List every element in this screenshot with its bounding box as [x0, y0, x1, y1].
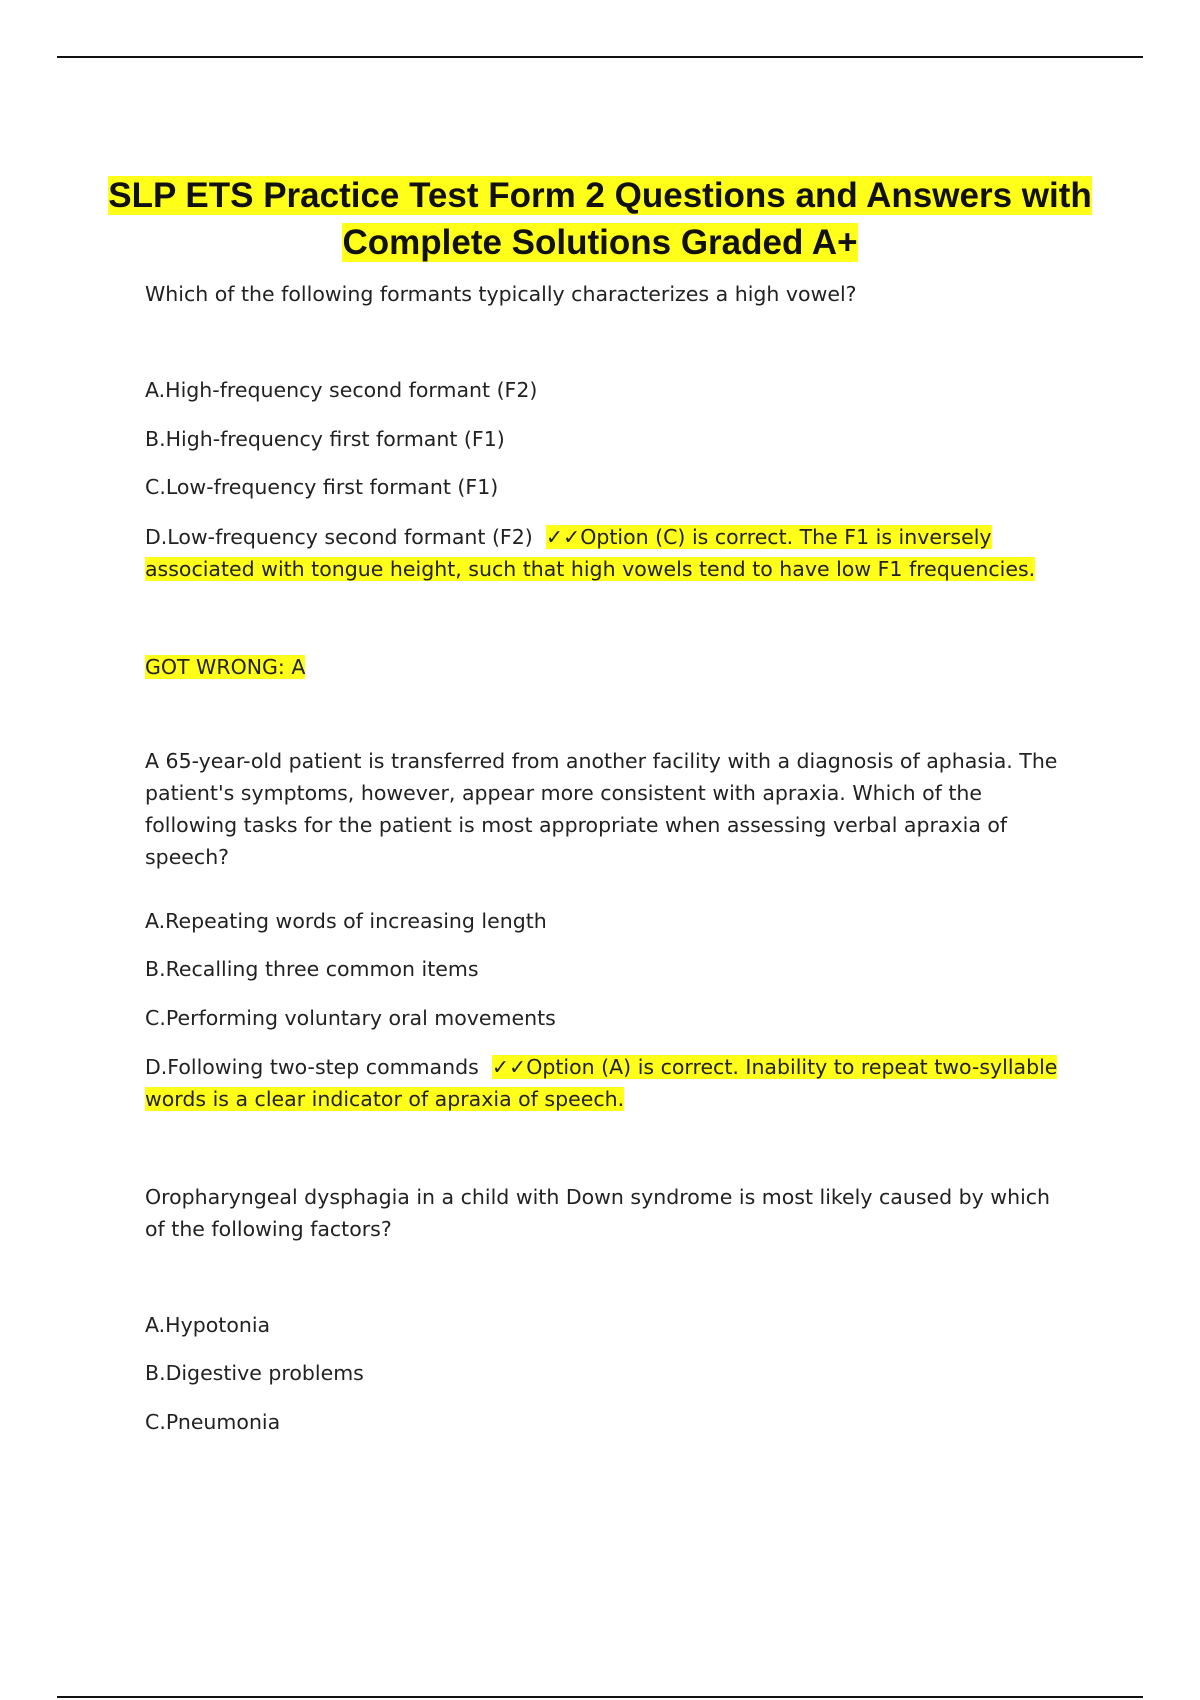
header-rule	[57, 56, 1143, 58]
question-3-prompt: Oropharyngeal dysphagia in a child with Down syndrome is most likely caused by which of the following factors?	[145, 1185, 1051, 1241]
question-2-option-d: D.Following two-step commands	[145, 1055, 479, 1079]
question-2-option-c: C.Performing voluntary oral movements	[145, 1006, 556, 1030]
question-1-answer-text: Option (C) is correct. The F1 is inversely associated with tongue height, such that high vowels tend to have low F1 frequencies.	[145, 525, 1036, 581]
question-2-option-b: B.Recalling three common items	[145, 957, 479, 981]
question-2-option-a: A.Repeating words of increasing length	[145, 909, 547, 933]
question-1-option-b: B.High-frequency first formant (F1)	[145, 427, 505, 451]
question-1-note	[145, 651, 305, 683]
footer-rule	[57, 1696, 1143, 1698]
question-3-option-c: C.Pneumonia	[145, 1410, 281, 1434]
got-wrong-note: GOT WRONG: A	[145, 655, 306, 679]
double-checkmark-icon: ✓✓	[545, 525, 581, 549]
question-3-option-a: A.Hypotonia	[145, 1313, 271, 1337]
question-3-option-b: B.Digestive problems	[145, 1361, 364, 1385]
question-1-option-a: A.High-frequency second formant (F2)	[145, 378, 538, 402]
title-highlight: SLP ETS Practice Test Form 2 Questions and Answers with Complete Solutions Graded A+	[108, 176, 1092, 262]
document-title	[100, 172, 1100, 266]
question-2-prompt: A 65-year-old patient is transferred from another facility with a diagnosis of aphasia. The patient's symptoms, however, appear more consistent with apraxia. Which of the following tasks for the patient is most appropriate when assessing verbal apraxia of speech?	[145, 749, 1058, 869]
question-1-prompt: Which of the following formants typically characterizes a high vowel?	[145, 282, 857, 306]
question-1-option-c: C.Low-frequency first formant (F1)	[145, 475, 499, 499]
question-2-answer-text: Option (A) is correct. Inability to repeat two-syllable words is a clear indicator of apraxia of speech.	[145, 1055, 1058, 1111]
question-2-option-d-answer	[145, 1051, 1075, 1115]
question-1-option-d: D.Low-frequency second formant (F2)	[145, 525, 533, 549]
question-1-option-d-answer	[145, 521, 1075, 585]
double-checkmark-icon: ✓✓	[491, 1055, 527, 1079]
